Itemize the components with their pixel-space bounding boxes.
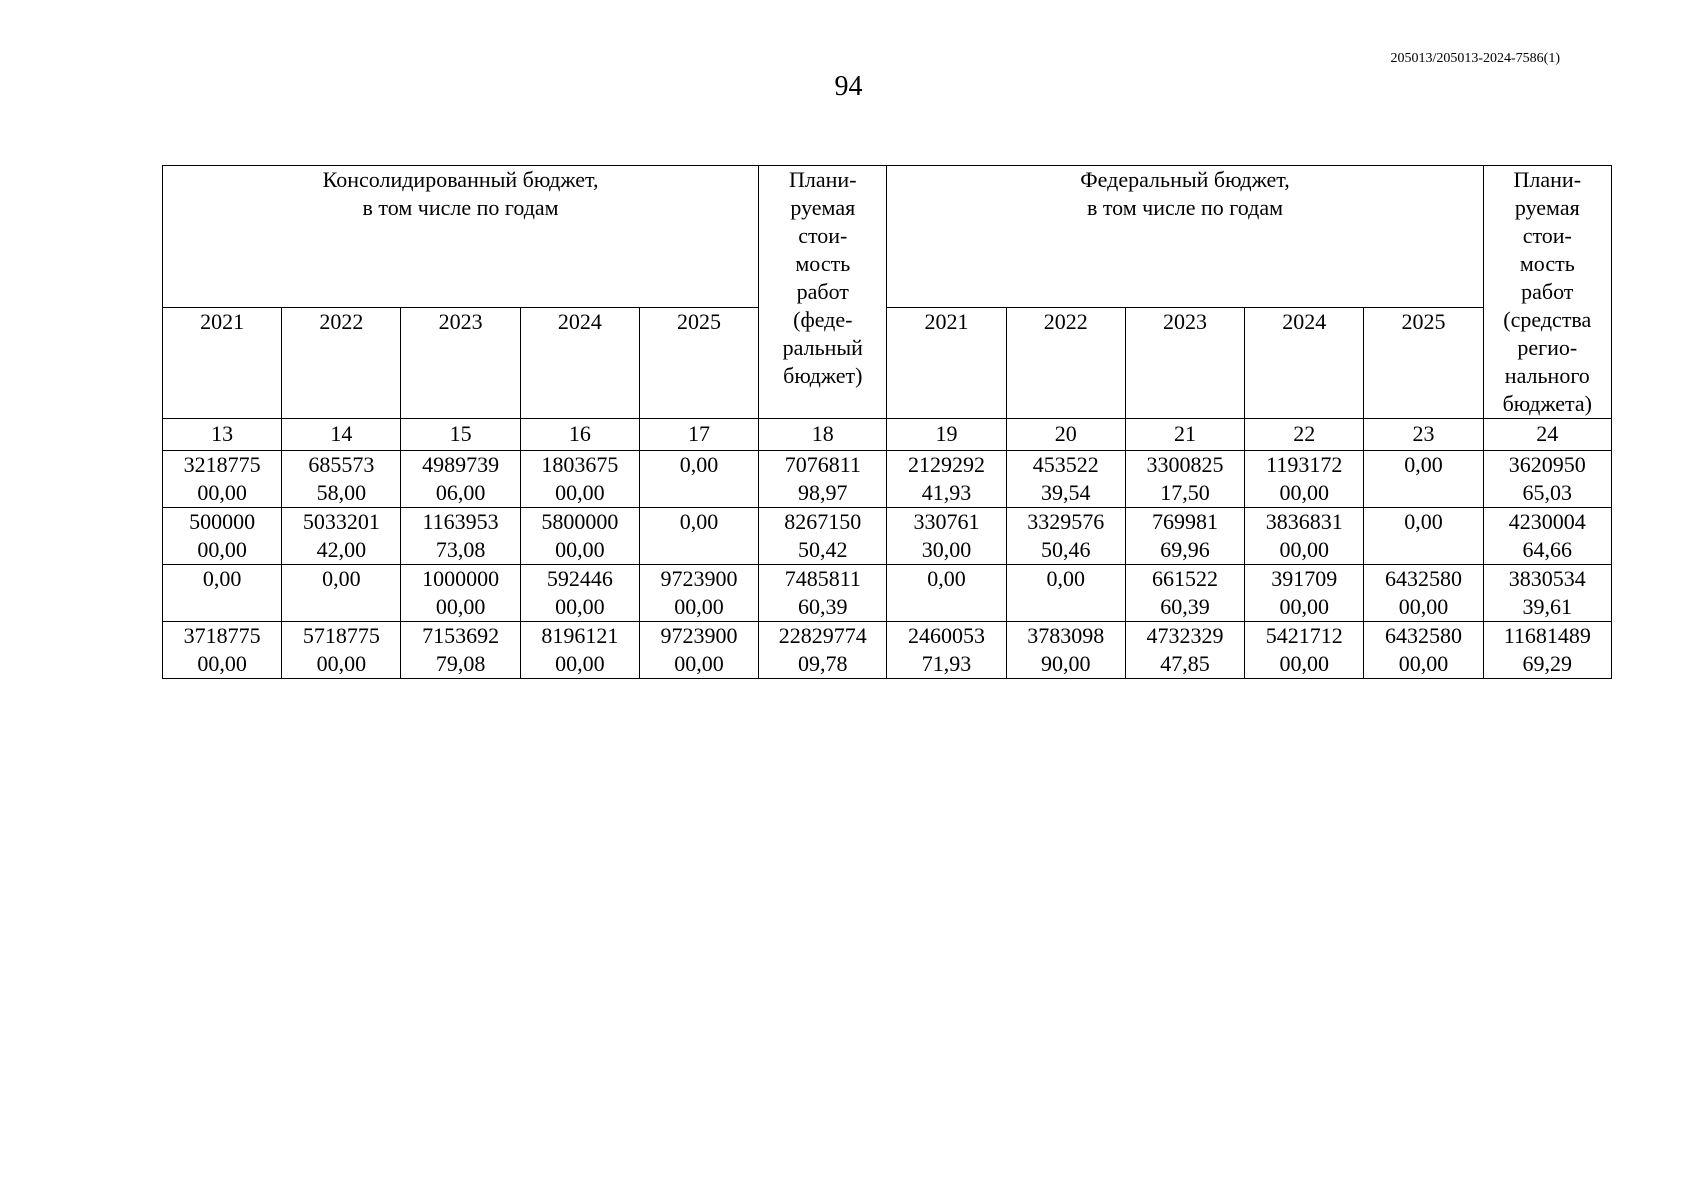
table-cell — [401, 622, 520, 679]
table-cell — [1483, 565, 1611, 622]
cell-value-fraction-part: 30,00 — [921, 537, 972, 562]
header-row-groups — [163, 166, 1612, 308]
cell-value-integer-part: 0,00 — [1404, 509, 1443, 534]
cell-value-integer-part: 1163953 — [422, 509, 499, 534]
table-row — [163, 451, 1612, 508]
header-federal-year: 2023 — [1125, 308, 1244, 419]
cell-value-fraction-part: 39,61 — [1522, 594, 1573, 619]
cell-value-fraction-part: 00,00 — [197, 537, 247, 562]
cell-value-fraction-part: 69,29 — [1522, 651, 1573, 676]
header-planned-cost-federal: Плани- руемая стои- мость работ (феде- ральный бюджет) — [759, 166, 887, 419]
cell-value-fraction-part: 79,08 — [435, 651, 486, 676]
cell-value-fraction-part: 60,39 — [1160, 594, 1210, 619]
cell-value-fraction-part: 00,00 — [197, 651, 247, 676]
cell-value-integer-part: 3218775 — [183, 452, 261, 477]
cell-value-integer-part: 22829774 — [778, 623, 867, 648]
cell-value-fraction-part: 00,00 — [674, 594, 724, 619]
table-row — [163, 622, 1612, 679]
column-number: 22 — [1245, 419, 1364, 451]
cell-value-integer-part: 9723900 — [660, 566, 738, 591]
cell-value-integer-part: 4732329 — [1146, 623, 1224, 648]
column-number: 23 — [1364, 419, 1483, 451]
cell-value-fraction-part: 17,50 — [1160, 480, 1210, 505]
cell-value-integer-part: 2460053 — [908, 623, 986, 648]
cell-value-integer-part: 330761 — [913, 509, 980, 534]
table-cell — [1364, 451, 1483, 508]
column-number: 17 — [639, 419, 758, 451]
cell-value-fraction-part: 00,00 — [555, 480, 605, 505]
table-cell — [1245, 622, 1364, 679]
cell-value-fraction-part: 00,00 — [197, 480, 247, 505]
cell-value-fraction-part: 50,42 — [798, 537, 848, 562]
document-id: 205013/205013-2024-7586(1) — [1390, 51, 1560, 66]
table-cell — [282, 622, 401, 679]
cell-value-integer-part: 2129292 — [908, 452, 986, 477]
cell-value-fraction-part: 00,00 — [1398, 594, 1449, 619]
cell-value-fraction-part: 00,00 — [316, 651, 367, 676]
table-cell — [1364, 622, 1483, 679]
table-cell — [282, 451, 401, 508]
column-number: 14 — [282, 419, 401, 451]
table-cell — [1364, 565, 1483, 622]
table-cell — [520, 508, 639, 565]
column-number: 24 — [1483, 419, 1611, 451]
column-number: 21 — [1125, 419, 1244, 451]
cell-value-integer-part: 3783098 — [1027, 623, 1105, 648]
table-cell — [282, 565, 401, 622]
cell-value-integer-part: 0,00 — [322, 566, 361, 591]
table-cell — [1245, 451, 1364, 508]
table-cell — [639, 622, 758, 679]
cell-value-fraction-part: 00,00 — [1279, 537, 1329, 562]
cell-value-integer-part: 3329576 — [1027, 509, 1105, 534]
cell-value-integer-part: 1803675 — [541, 452, 619, 477]
column-number: 18 — [759, 419, 887, 451]
cell-value-integer-part: 3830534 — [1508, 566, 1586, 591]
table-cell — [1364, 508, 1483, 565]
header-consolidated-year: 2023 — [401, 308, 520, 419]
table-cell — [163, 451, 282, 508]
header-row-years — [163, 308, 1612, 419]
cell-value-integer-part: 3836831 — [1265, 509, 1343, 534]
cell-value-integer-part: 7153692 — [422, 623, 500, 648]
cell-value-fraction-part: 58,00 — [316, 480, 367, 505]
table-cell — [163, 508, 282, 565]
table-cell — [759, 508, 887, 565]
cell-value-integer-part: 0,00 — [679, 509, 719, 534]
cell-value-fraction-part: 00,00 — [1279, 480, 1329, 505]
table-cell — [1006, 508, 1125, 565]
cell-value-integer-part: 8267150 — [784, 509, 862, 534]
table-cell — [1245, 565, 1364, 622]
cell-value-integer-part: 661522 — [1152, 566, 1218, 591]
table-cell — [887, 565, 1006, 622]
cell-value-fraction-part: 65,03 — [1522, 480, 1573, 505]
cell-value-fraction-part: 60,39 — [798, 594, 848, 619]
cell-value-integer-part: 7076811 — [784, 452, 861, 477]
header-federal-year: 2025 — [1364, 308, 1483, 419]
table-cell — [1125, 451, 1244, 508]
cell-value-fraction-part: 73,08 — [435, 537, 486, 562]
table-cell — [401, 508, 520, 565]
cell-value-integer-part: 9723900 — [660, 623, 738, 648]
cell-value-fraction-part: 06,00 — [435, 480, 486, 505]
cell-value-fraction-part: 64,66 — [1522, 537, 1573, 562]
cell-value-integer-part: 7485811 — [784, 566, 861, 591]
cell-value-fraction-part: 00,00 — [435, 594, 486, 619]
header-consolidated-year: 2024 — [520, 308, 639, 419]
cell-value-fraction-part: 00,00 — [555, 594, 605, 619]
cell-value-fraction-part: 00,00 — [555, 537, 605, 562]
cell-value-integer-part: 685573 — [308, 452, 375, 477]
cell-value-integer-part: 8196121 — [541, 623, 619, 648]
cell-value-integer-part: 769981 — [1152, 509, 1218, 534]
cell-value-fraction-part: 00,00 — [674, 651, 724, 676]
cell-value-integer-part: 1193172 — [1266, 452, 1343, 477]
cell-value-integer-part: 4989739 — [422, 452, 500, 477]
cell-value-integer-part: 6432580 — [1384, 623, 1462, 648]
cell-value-fraction-part: 50,46 — [1041, 537, 1091, 562]
table-cell — [520, 565, 639, 622]
cell-value-fraction-part: 42,00 — [316, 537, 367, 562]
cell-value-integer-part: 3718775 — [183, 623, 261, 648]
cell-value-integer-part: 4230004 — [1508, 509, 1586, 534]
table-cell — [887, 622, 1006, 679]
table-row — [163, 508, 1612, 565]
cell-value-integer-part: 5421712 — [1265, 623, 1343, 648]
header-consolidated-budget: Консолидированный бюджет, в том числе по годам — [163, 166, 759, 308]
table-cell — [1006, 565, 1125, 622]
cell-value-fraction-part: 00,00 — [555, 651, 605, 676]
cell-value-fraction-part: 39,54 — [1041, 480, 1091, 505]
cell-value-fraction-part: 41,93 — [921, 480, 972, 505]
cell-value-integer-part: 3300825 — [1146, 452, 1224, 477]
table-cell — [639, 508, 758, 565]
page-number: 94 — [834, 71, 863, 102]
cell-value-integer-part: 11681489 — [1503, 623, 1591, 648]
table-cell — [282, 508, 401, 565]
cell-value-integer-part: 500000 — [189, 509, 256, 534]
cell-value-fraction-part: 47,85 — [1160, 651, 1210, 676]
table-cell — [759, 565, 887, 622]
cell-value-fraction-part: 69,96 — [1160, 537, 1210, 562]
table-cell — [1125, 508, 1244, 565]
table-cell — [639, 451, 758, 508]
table-cell — [759, 622, 887, 679]
column-number: 13 — [163, 419, 282, 451]
cell-value-fraction-part: 00,00 — [1279, 594, 1329, 619]
header-planned-cost-regional: Плани- руемая стои- мость работ (средства регио- нального бюджета) — [1483, 166, 1611, 419]
cell-value-integer-part: 5033201 — [302, 509, 380, 534]
table-cell — [401, 451, 520, 508]
cell-value-integer-part: 0,00 — [1046, 566, 1086, 591]
header-consolidated-year: 2025 — [639, 308, 758, 419]
header-consolidated-year: 2021 — [163, 308, 282, 419]
cell-value-integer-part: 1000000 — [422, 566, 500, 591]
header-consolidated-year: 2022 — [282, 308, 401, 419]
budget-table — [162, 165, 1612, 679]
table-cell — [1125, 565, 1244, 622]
cell-value-integer-part: 5800000 — [541, 509, 619, 534]
table-cell — [520, 622, 639, 679]
cell-value-integer-part: 592446 — [546, 566, 613, 591]
cell-value-integer-part: 3620950 — [1508, 452, 1586, 477]
cell-value-integer-part: 0,00 — [1404, 452, 1443, 477]
table-cell — [163, 622, 282, 679]
cell-value-fraction-part: 00,00 — [1398, 651, 1449, 676]
cell-value-fraction-part: 90,00 — [1041, 651, 1091, 676]
table-cell — [759, 451, 887, 508]
budget-table-body — [163, 166, 1612, 679]
table-cell — [163, 565, 282, 622]
table-cell — [1483, 451, 1611, 508]
column-number: 16 — [520, 419, 639, 451]
cell-value-fraction-part: 71,93 — [921, 651, 972, 676]
cell-value-integer-part: 6432580 — [1384, 566, 1462, 591]
column-number: 20 — [1006, 419, 1125, 451]
table-cell — [887, 451, 1006, 508]
table-cell — [1006, 451, 1125, 508]
table-row — [163, 565, 1612, 622]
table-cell — [1483, 622, 1611, 679]
column-number: 19 — [887, 419, 1006, 451]
table-cell — [887, 508, 1006, 565]
cell-value-integer-part: 0,00 — [679, 452, 719, 477]
table-cell — [1245, 508, 1364, 565]
header-federal-year: 2021 — [887, 308, 1006, 419]
cell-value-integer-part: 0,00 — [202, 566, 242, 591]
table-cell — [1483, 508, 1611, 565]
cell-value-integer-part: 5718775 — [302, 623, 380, 648]
column-number: 15 — [401, 419, 520, 451]
header-federal-year: 2024 — [1245, 308, 1364, 419]
table-cell — [1125, 622, 1244, 679]
header-federal-budget: Федеральный бюджет, в том числе по годам — [887, 166, 1483, 308]
header-federal-year: 2022 — [1006, 308, 1125, 419]
column-numbers-row — [163, 419, 1612, 451]
cell-value-integer-part: 453522 — [1032, 452, 1099, 477]
table-cell — [1006, 622, 1125, 679]
table-cell — [401, 565, 520, 622]
cell-value-integer-part: 0,00 — [927, 566, 966, 591]
cell-value-integer-part: 391709 — [1271, 566, 1338, 591]
cell-value-fraction-part: 00,00 — [1279, 651, 1329, 676]
table-cell — [639, 565, 758, 622]
cell-value-fraction-part: 09,78 — [798, 651, 848, 676]
cell-value-fraction-part: 98,97 — [798, 480, 848, 505]
table-cell — [520, 451, 639, 508]
